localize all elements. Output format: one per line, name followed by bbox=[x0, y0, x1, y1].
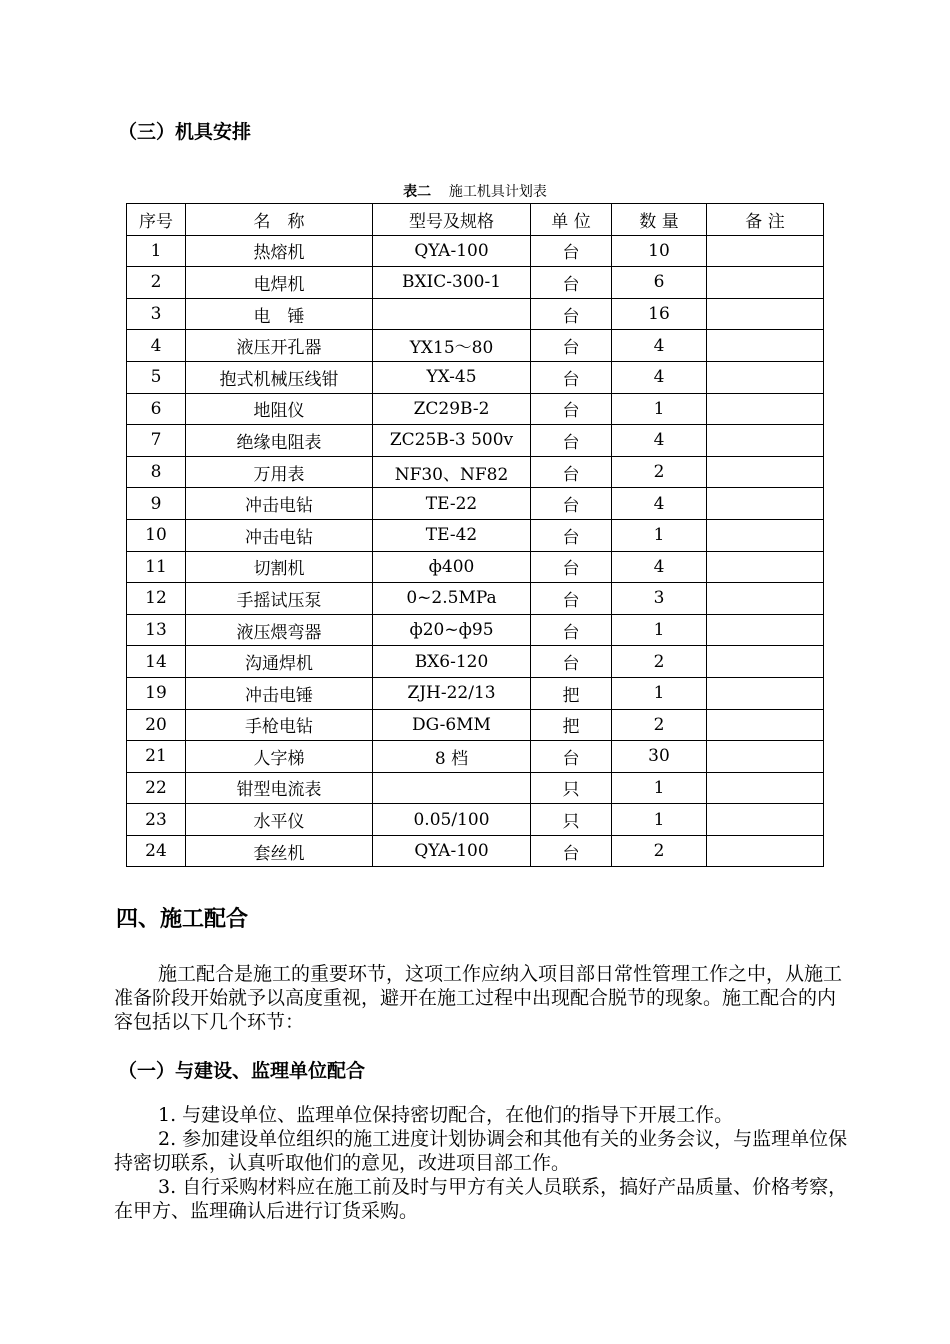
cell-unit: 台 bbox=[531, 614, 612, 646]
cell-name: 人字梯 bbox=[186, 741, 373, 773]
cell-quantity: 4 bbox=[612, 330, 707, 362]
cell-index: 1 bbox=[127, 235, 186, 267]
cell-index: 6 bbox=[127, 393, 186, 425]
header-quantity: 数 量 bbox=[612, 204, 707, 236]
cell-remarks bbox=[707, 804, 824, 836]
cell-model: 0~2.5MPa bbox=[373, 583, 531, 615]
cell-name: 切割机 bbox=[186, 551, 373, 583]
cell-index: 3 bbox=[127, 298, 186, 330]
cell-unit: 只 bbox=[531, 804, 612, 836]
table-row bbox=[127, 393, 824, 425]
table-caption-title: 施工机具计划表 bbox=[448, 184, 547, 200]
cell-name: 绝缘电阻表 bbox=[186, 425, 373, 457]
cell-name: 沟通焊机 bbox=[186, 646, 373, 678]
cell-index: 22 bbox=[127, 772, 186, 804]
cell-quantity: 1 bbox=[612, 772, 707, 804]
cell-remarks bbox=[707, 646, 824, 678]
table-row bbox=[127, 425, 824, 457]
table-row bbox=[127, 646, 824, 678]
cell-remarks bbox=[707, 551, 824, 583]
cell-index: 12 bbox=[127, 583, 186, 615]
cell-quantity: 6 bbox=[612, 267, 707, 299]
cell-unit: 台 bbox=[531, 551, 612, 583]
cell-quantity: 10 bbox=[612, 235, 707, 267]
cell-remarks bbox=[707, 298, 824, 330]
cell-model: BX6-120 bbox=[373, 646, 531, 678]
cell-unit: 台 bbox=[531, 583, 612, 615]
cell-model: QYA-100 bbox=[373, 235, 531, 267]
table-row bbox=[127, 519, 824, 551]
cell-name: 电 锤 bbox=[186, 298, 373, 330]
cell-index: 7 bbox=[127, 425, 186, 457]
cell-unit: 台 bbox=[531, 519, 612, 551]
cell-model: ZC25B-3 500v bbox=[373, 425, 531, 457]
table-row bbox=[127, 551, 824, 583]
cell-index: 8 bbox=[127, 456, 186, 488]
cell-quantity: 1 bbox=[612, 519, 707, 551]
cell-index: 23 bbox=[127, 804, 186, 836]
machinery-plan-table bbox=[126, 203, 824, 867]
cell-index: 14 bbox=[127, 646, 186, 678]
table-row bbox=[127, 709, 824, 741]
cell-name: 冲击电锤 bbox=[186, 677, 373, 709]
cell-model: QYA-100 bbox=[373, 835, 531, 867]
header-name: 名 称 bbox=[186, 204, 373, 236]
list-item: 1. 与建设单位、监理单位保持密切配合，在他们的指导下开展工作。 bbox=[158, 1104, 734, 1126]
cell-model: ZJH-22/13 bbox=[373, 677, 531, 709]
cell-remarks bbox=[707, 488, 824, 520]
cell-name: 手枪电钻 bbox=[186, 709, 373, 741]
cell-unit: 把 bbox=[531, 677, 612, 709]
table-row bbox=[127, 298, 824, 330]
table-row bbox=[127, 741, 824, 773]
cell-remarks bbox=[707, 425, 824, 457]
cell-unit: 台 bbox=[531, 298, 612, 330]
cell-quantity: 1 bbox=[612, 677, 707, 709]
cell-quantity: 2 bbox=[612, 456, 707, 488]
cell-model: 8 档 bbox=[373, 741, 531, 773]
cell-quantity: 30 bbox=[612, 741, 707, 773]
cell-unit: 台 bbox=[531, 330, 612, 362]
cell-remarks bbox=[707, 519, 824, 551]
table-row bbox=[127, 804, 824, 836]
cell-index: 13 bbox=[127, 614, 186, 646]
table-row bbox=[127, 835, 824, 867]
cell-unit: 台 bbox=[531, 835, 612, 867]
cell-name: 冲击电钻 bbox=[186, 519, 373, 551]
cell-name: 万用表 bbox=[186, 456, 373, 488]
cell-model: NF30、NF82 bbox=[373, 456, 531, 488]
list-item: 3. 自行采购材料应在施工前及时与甲方有关人员联系，搞好产品质量、价格考察，在甲方、监理确认后进行订货采购。 bbox=[114, 1176, 848, 1222]
cell-remarks bbox=[707, 614, 824, 646]
header-remarks: 备 注 bbox=[707, 204, 824, 236]
cell-model: 0.05/100 bbox=[373, 804, 531, 836]
cell-remarks bbox=[707, 677, 824, 709]
table-row bbox=[127, 488, 824, 520]
cell-name: 热熔机 bbox=[186, 235, 373, 267]
cell-remarks bbox=[707, 835, 824, 867]
cell-unit: 台 bbox=[531, 456, 612, 488]
cell-index: 20 bbox=[127, 709, 186, 741]
table-caption-number: 表二 bbox=[403, 184, 432, 200]
cell-remarks bbox=[707, 235, 824, 267]
cell-unit: 台 bbox=[531, 741, 612, 773]
table-row bbox=[127, 614, 824, 646]
cell-model: YX15～80 bbox=[373, 330, 531, 362]
table-row bbox=[127, 267, 824, 299]
cell-model: TE-42 bbox=[373, 519, 531, 551]
cell-unit: 台 bbox=[531, 235, 612, 267]
cell-name: 水平仪 bbox=[186, 804, 373, 836]
cell-index: 2 bbox=[127, 267, 186, 299]
header-unit: 单 位 bbox=[531, 204, 612, 236]
table-row bbox=[127, 583, 824, 615]
header-model: 型号及规格 bbox=[373, 204, 531, 236]
cell-model: DG-6MM bbox=[373, 709, 531, 741]
cell-index: 9 bbox=[127, 488, 186, 520]
cell-remarks bbox=[707, 741, 824, 773]
cell-quantity: 4 bbox=[612, 551, 707, 583]
coordination-item-list bbox=[114, 1103, 854, 1223]
cell-name: 液压煨弯器 bbox=[186, 614, 373, 646]
cell-quantity: 1 bbox=[612, 804, 707, 836]
cell-quantity: 4 bbox=[612, 488, 707, 520]
table-row bbox=[127, 772, 824, 804]
cell-model: ZC29B-2 bbox=[373, 393, 531, 425]
cell-model: YX-45 bbox=[373, 361, 531, 393]
cell-model: ф400 bbox=[373, 551, 531, 583]
cell-name: 钳型电流表 bbox=[186, 772, 373, 804]
cell-quantity: 1 bbox=[612, 614, 707, 646]
table-row bbox=[127, 677, 824, 709]
cell-unit: 只 bbox=[531, 772, 612, 804]
cell-quantity: 4 bbox=[612, 361, 707, 393]
cell-remarks bbox=[707, 583, 824, 615]
table-row bbox=[127, 456, 824, 488]
cell-model bbox=[373, 772, 531, 804]
intro-paragraph: 施工配合是施工的重要环节，这项工作应纳入项目部日常性管理工作之中，从施工准备阶段开始就予以高度重视，避开在施工过程中出现配合脱节的现象。施工配合的内容包括以下几个环节： bbox=[114, 963, 843, 1033]
cell-index: 24 bbox=[127, 835, 186, 867]
cell-model: TE-22 bbox=[373, 488, 531, 520]
cell-unit: 台 bbox=[531, 393, 612, 425]
cell-remarks bbox=[707, 456, 824, 488]
header-index: 序号 bbox=[127, 204, 186, 236]
cell-quantity: 4 bbox=[612, 425, 707, 457]
cell-name: 冲击电钻 bbox=[186, 488, 373, 520]
section-heading-machinery: （三）机具安排 bbox=[118, 121, 252, 143]
cell-remarks bbox=[707, 709, 824, 741]
list-item: 2. 参加建设单位组织的施工进度计划协调会和其他有关的业务会议，与监理单位保持密切联系，认真听取他们的意见，改进项目部工作。 bbox=[114, 1128, 848, 1174]
table-row bbox=[127, 361, 824, 393]
cell-model: ф20~ф95 bbox=[373, 614, 531, 646]
cell-name: 抱式机械压线钳 bbox=[186, 361, 373, 393]
table-header-row bbox=[127, 204, 824, 236]
table-row bbox=[127, 235, 824, 267]
table-body bbox=[127, 235, 824, 867]
cell-index: 11 bbox=[127, 551, 186, 583]
cell-quantity: 2 bbox=[612, 646, 707, 678]
cell-model bbox=[373, 298, 531, 330]
cell-quantity: 3 bbox=[612, 583, 707, 615]
cell-unit: 台 bbox=[531, 425, 612, 457]
cell-remarks bbox=[707, 267, 824, 299]
table-row bbox=[127, 330, 824, 362]
cell-remarks bbox=[707, 393, 824, 425]
cell-name: 手摇试压泵 bbox=[186, 583, 373, 615]
cell-name: 地阻仪 bbox=[186, 393, 373, 425]
cell-quantity: 1 bbox=[612, 393, 707, 425]
cell-quantity: 2 bbox=[612, 835, 707, 867]
section-heading-coordination: 四、施工配合 bbox=[116, 907, 249, 932]
cell-unit: 台 bbox=[531, 361, 612, 393]
cell-quantity: 16 bbox=[612, 298, 707, 330]
cell-unit: 把 bbox=[531, 709, 612, 741]
cell-remarks bbox=[707, 361, 824, 393]
cell-name: 套丝机 bbox=[186, 835, 373, 867]
table-caption bbox=[0, 181, 950, 201]
cell-unit: 台 bbox=[531, 646, 612, 678]
cell-model: BXIC-300-1 bbox=[373, 267, 531, 299]
cell-index: 19 bbox=[127, 677, 186, 709]
cell-unit: 台 bbox=[531, 267, 612, 299]
cell-index: 21 bbox=[127, 741, 186, 773]
cell-name: 液压开孔器 bbox=[186, 330, 373, 362]
cell-remarks bbox=[707, 330, 824, 362]
cell-index: 4 bbox=[127, 330, 186, 362]
cell-index: 5 bbox=[127, 361, 186, 393]
cell-remarks bbox=[707, 772, 824, 804]
cell-quantity: 2 bbox=[612, 709, 707, 741]
cell-unit: 台 bbox=[531, 488, 612, 520]
cell-index: 10 bbox=[127, 519, 186, 551]
cell-name: 电焊机 bbox=[186, 267, 373, 299]
section-heading-owner-supervisor: （一）与建设、监理单位配合 bbox=[118, 1060, 366, 1082]
